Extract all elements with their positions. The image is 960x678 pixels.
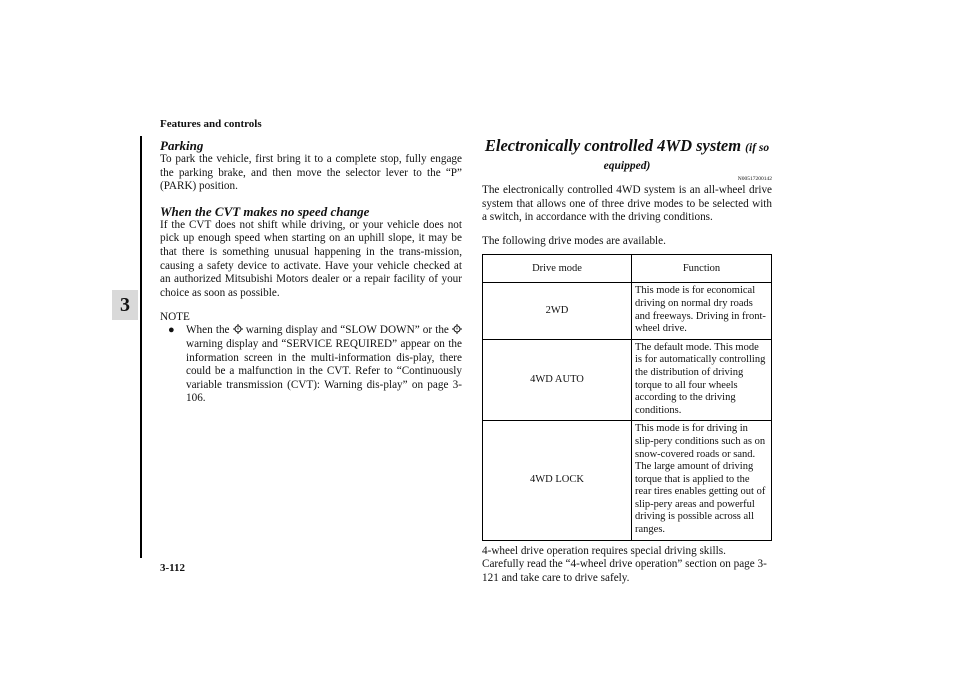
function-cell: The default mode. This mode is for automatically controlling the distribution of driving torque to all four wheels according to the driving conditions.: [632, 339, 772, 421]
header-drive-mode: Drive mode: [483, 255, 632, 283]
document-code: N00517200142: [737, 176, 772, 182]
right-column: [482, 138, 772, 585]
section-title-qualifier: (if so equipped): [603, 142, 770, 172]
mode-cell: 2WD: [483, 283, 632, 339]
section-intro: The electronically controlled 4WD system is an all-wheel drive system that allows one of three drive modes to be selected with a switch, in accordance with the driving conditions.: [482, 184, 772, 224]
parking-heading: Parking: [160, 138, 204, 153]
modes-intro: The following drive modes are available.: [482, 234, 666, 247]
table-header-row: [483, 255, 772, 283]
chapter-rule: [140, 136, 142, 558]
table-row: [483, 283, 772, 339]
caution-line-1: 4-wheel drive operation requires special driving skills.: [482, 544, 726, 557]
left-column: [160, 138, 462, 406]
mode-cell: 4WD AUTO: [483, 339, 632, 421]
table-row: [483, 339, 772, 421]
section-title: [482, 138, 772, 174]
mode-cell: 4WD LOCK: [483, 421, 632, 540]
note-text-part3: warning display and “SERVICE REQUIRED” appear on the information screen in the multi-information dis-play, there could be a malfunction in the CVT. Refer to “Continuously variable transmission (CVT): Warning dis-play” on page 3-106.: [186, 337, 462, 405]
function-cell: This mode is for economical driving on normal dry roads and freeways. Driving in front-wheel drive.: [632, 283, 772, 339]
page-number: 3-112: [160, 562, 186, 574]
note-text-part2: warning display and “SLOW DOWN” or the: [245, 324, 449, 337]
header-function: Function: [632, 255, 772, 283]
caution-line-2: Carefully read the “4-wheel drive operation” section on page 3-121 and take care to drive safely.: [482, 558, 767, 584]
cvt-warning-icon: [452, 324, 462, 334]
chapter-tab: 3: [112, 290, 138, 320]
parking-text: To park the vehicle, first bring it to a complete stop, fully engage the parking brake, and then move the selector lever to the “P” (PARK) position.: [160, 153, 462, 193]
section-title-main: Electronically controlled 4WD system: [484, 136, 742, 155]
function-cell: This mode is for driving in slip-pery conditions such as on snow-covered roads or sand. The large amount of driving torque that is applied to the rear tires enables getting out of slip-pery areas and powerful driving is possible across all ranges.: [632, 421, 772, 540]
note-label: NOTE: [160, 311, 190, 324]
cvt-heading: When the CVT makes no speed change: [160, 203, 370, 219]
bullet-icon: ●: [168, 324, 175, 337]
drive-mode-table: [482, 254, 772, 540]
table-row: [483, 421, 772, 540]
cvt-text: If the CVT does not shift while driving, or your vehicle does not pick up enough speed when starting on an uphill slope, it may be that there is something unusual happening in the trans-mission, causing a safety device to activate. Have your vehicle checked at an authorized Mitsubishi Motors dealer or a repair facility of your choice as soon as possible.: [160, 218, 462, 299]
cvt-warning-icon: [233, 324, 243, 334]
running-header: Features and controls: [160, 118, 262, 130]
note-text-part1: When the: [186, 324, 230, 337]
note-item: [168, 324, 462, 406]
